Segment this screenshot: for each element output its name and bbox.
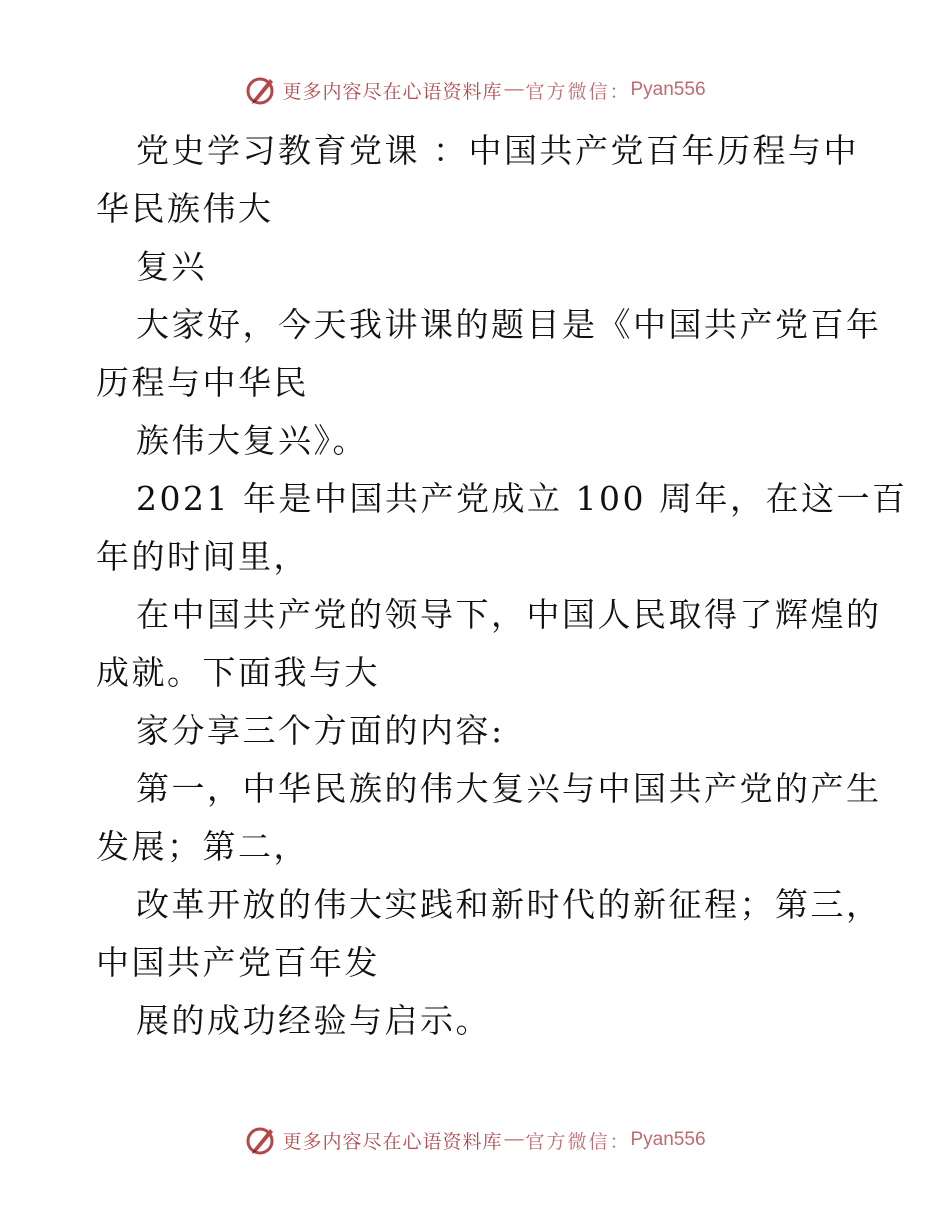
banner-brand-text: 更多内容尽在心语资料库 (282, 80, 503, 103)
document-title-line-2: 华民族伟大 (96, 189, 274, 228)
quill-pen-logo-icon (244, 1123, 278, 1157)
header-banner (0, 70, 950, 110)
paragraph-line: 在中国共产党的领导下，中国人民取得了辉煌的 (136, 595, 882, 634)
document-title-line-3: 复兴 (136, 247, 207, 286)
paragraph-line: 大家好，今天我讲课的题目是《中国共产党百年 (136, 305, 882, 344)
banner-brand-text: 更多内容尽在心语资料库 (282, 1130, 503, 1153)
document-title-line-1: 党史学习教育党课 ：中国共产党百年历程与中 (136, 131, 859, 170)
paragraph-line: 年的时间里， (96, 537, 309, 576)
quill-pen-logo-icon (244, 73, 278, 107)
banner-dash: — (504, 1129, 524, 1150)
paragraph-line: 展的成功经验与启示。 (136, 1001, 491, 1040)
banner-wechat-id: Pyan556 (630, 1129, 706, 1150)
paragraph-line: 2021 年是中国共产党成立 100 周年，在这一百 (136, 479, 908, 518)
banner-dash: — (504, 79, 524, 100)
banner-wechat-label: 官方微信： (525, 80, 631, 103)
paragraph-line: 发展；第二， (96, 827, 309, 866)
footer-banner (0, 1120, 950, 1160)
paragraph-line: 历程与中华民 (96, 363, 309, 402)
paragraph-line: 改革开放的伟大实践和新时代的新征程；第三， (136, 885, 882, 924)
document-body (96, 122, 908, 1050)
paragraph-line: 中国共产党百年发 (96, 943, 380, 982)
banner-wechat-label: 官方微信： (525, 1130, 631, 1153)
paragraph-line: 族伟大复兴》。 (136, 421, 368, 460)
paragraph-line: 家分享三个方面的内容: (136, 711, 505, 750)
paragraph-line: 成就。下面我与大 (96, 653, 380, 692)
paragraph-line: 第一，中华民族的伟大复兴与中国共产党的产生 (136, 769, 882, 808)
banner-wechat-id: Pyan556 (630, 79, 706, 100)
